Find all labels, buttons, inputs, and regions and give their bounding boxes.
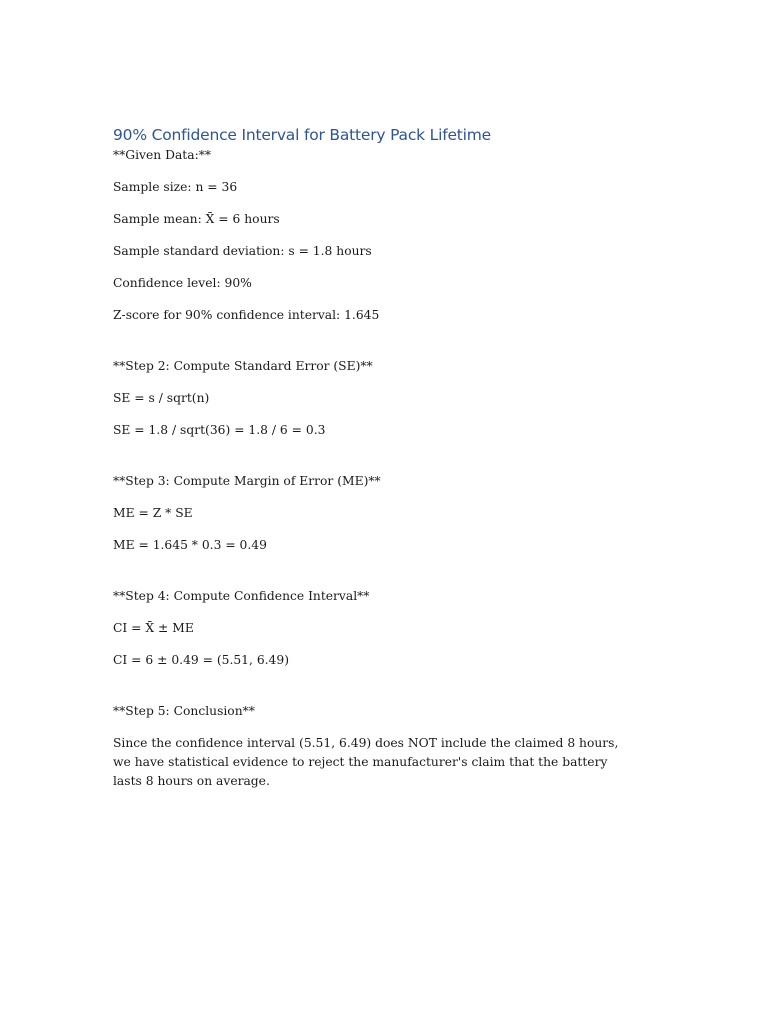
spacer [113,229,643,242]
step4-result: CI = 6 ± 0.49 = (5.51, 6.49) [113,653,290,667]
spacer [113,165,643,178]
step3-formula: ME = Z * SE [113,506,193,520]
step2-formula: SE = s / sqrt(n) [113,391,210,405]
given-sample-std: Sample standard deviation: s = 1.8 hours [113,244,372,258]
given-sample-size: Sample size: n = 36 [113,180,238,194]
spacer [113,491,643,504]
spacer [113,408,643,421]
step3-heading: **Step 3: Compute Margin of Error (ME)** [113,474,381,488]
spacer [113,638,643,651]
spacer [113,325,643,357]
step2-result: SE = 1.8 / sqrt(36) = 1.8 / 6 = 0.3 [113,423,326,437]
spacer [113,523,643,536]
given-data-heading: **Given Data:** [113,148,212,162]
spacer [113,293,643,306]
spacer [113,606,643,619]
spacer [113,440,643,472]
spacer [113,376,643,389]
document-page [113,124,643,791]
spacer [113,197,643,210]
conclusion-paragraph: Since the confidence interval (5.51, 6.49) does NOT include the claimed 8 hours, we have statistical evidence to reject the manufacturer's claim that the battery lasts 8 hours on average. [113,736,619,788]
spacer [113,721,643,734]
document-title: 90% Confidence Interval for Battery Pack Lifetime [113,126,492,144]
step3-result: ME = 1.645 * 0.3 = 0.49 [113,538,267,552]
given-z-score: Z-score for 90% confidence interval: 1.645 [113,308,380,322]
step2-heading: **Step 2: Compute Standard Error (SE)** [113,359,373,373]
step4-heading: **Step 4: Compute Confidence Interval** [113,589,370,603]
step5-heading: **Step 5: Conclusion** [113,704,255,718]
spacer [113,261,643,274]
spacer [113,555,643,587]
given-confidence-level: Confidence level: 90% [113,276,252,290]
spacer [113,670,643,702]
step4-formula: CI = X̄ ± ME [113,621,194,635]
given-sample-mean: Sample mean: X̄ = 6 hours [113,212,280,226]
